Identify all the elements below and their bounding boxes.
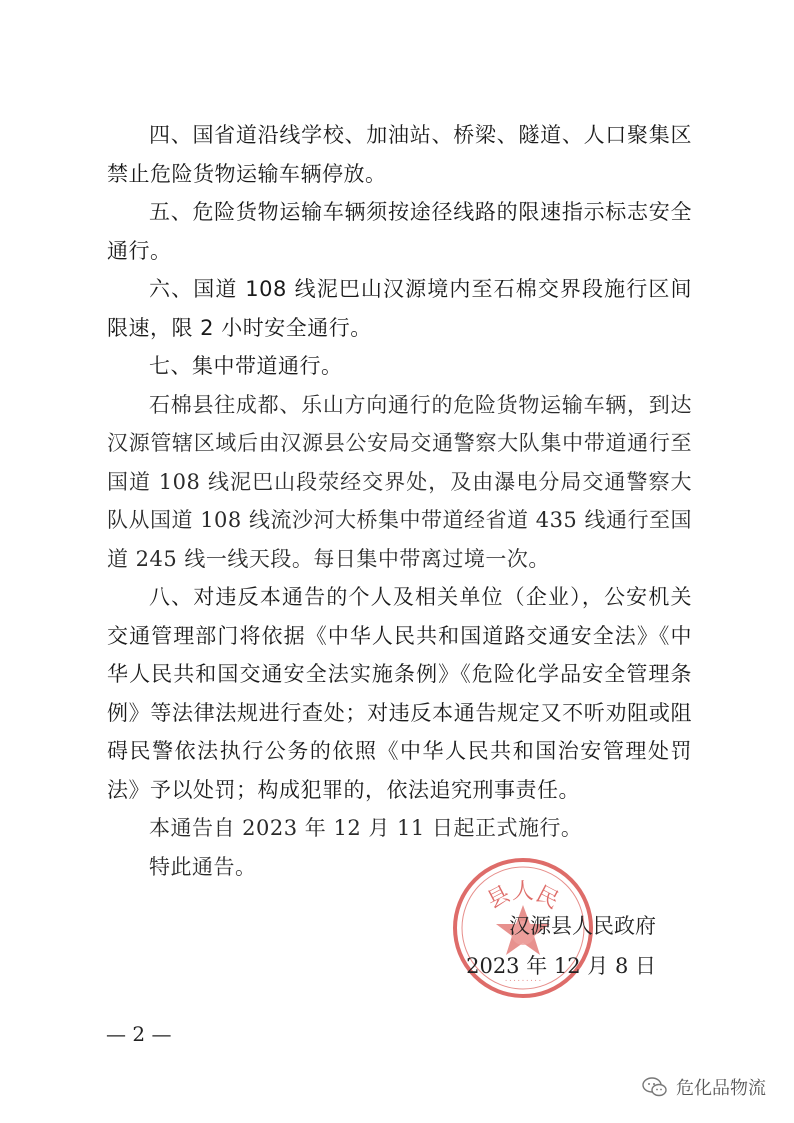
page-number: — 2 — (106, 1022, 172, 1046)
paragraph-item-4: 四、国省道沿线学校、加油站、桥梁、隧道、人口聚集区禁止危险货物运输车辆停放。 (107, 123, 692, 186)
paragraph-item-5: 五、危险货物运输车辆须按途径线路的限速指示标志安全通行。 (107, 200, 692, 263)
watermark (642, 1074, 766, 1100)
issuing-authority: 汉源县人民政府 (509, 914, 656, 938)
paragraph-closing: 特此通告。 (149, 854, 257, 879)
svg-text:·········: ········· (504, 977, 542, 985)
seal-text: 县人民 (483, 879, 563, 915)
paragraph-item-6: 六、国道 108 线泥巴山汉源境内至石棉交界段施行区间限速，限 2 小时安全通行。 (107, 277, 692, 340)
notice-body (107, 116, 692, 886)
signature-block (466, 906, 656, 986)
paragraph-item-7: 七、集中带道通行。 (149, 354, 343, 378)
paragraph-effective-date: 本通告自 2023 年 12 月 11 日起正式施行。 (149, 816, 583, 840)
wechat-icon (642, 1077, 668, 1097)
issue-date: 2023 年 12 月 8 日 (466, 954, 656, 978)
paragraph-escort-details: 石棉县往成都、乐山方向通行的危险货物运输车辆，到达汉源管辖区域后由汉源县公安局交通警察大队集中带道通行至国道 108 线泥巴山段荥经交界处，及由瀑电分局交通警察大队从国道 108 线流沙河大桥集中带道经省道 435 线通行至国道 245 线一线天段。每日集中带离过境一次。 (107, 392, 692, 571)
watermark-text: 危化品物流 (676, 1078, 766, 1099)
paragraph-item-8: 八、对违反本通告的个人及相关单位（企业），公安机关交通管理部门将依据《中华人民共和国道路交通安全法》《中华人民共和国交通安全法实施条例》《危险化学品安全管理条例》等法律法规进行查处；对违反本通告规定又不听劝阻或阻碍民警依法执行公务的依照《中华人民共和国治安管理处罚法》予以处罚；构成犯罪的，依法追究刑事责任。 (107, 585, 692, 802)
